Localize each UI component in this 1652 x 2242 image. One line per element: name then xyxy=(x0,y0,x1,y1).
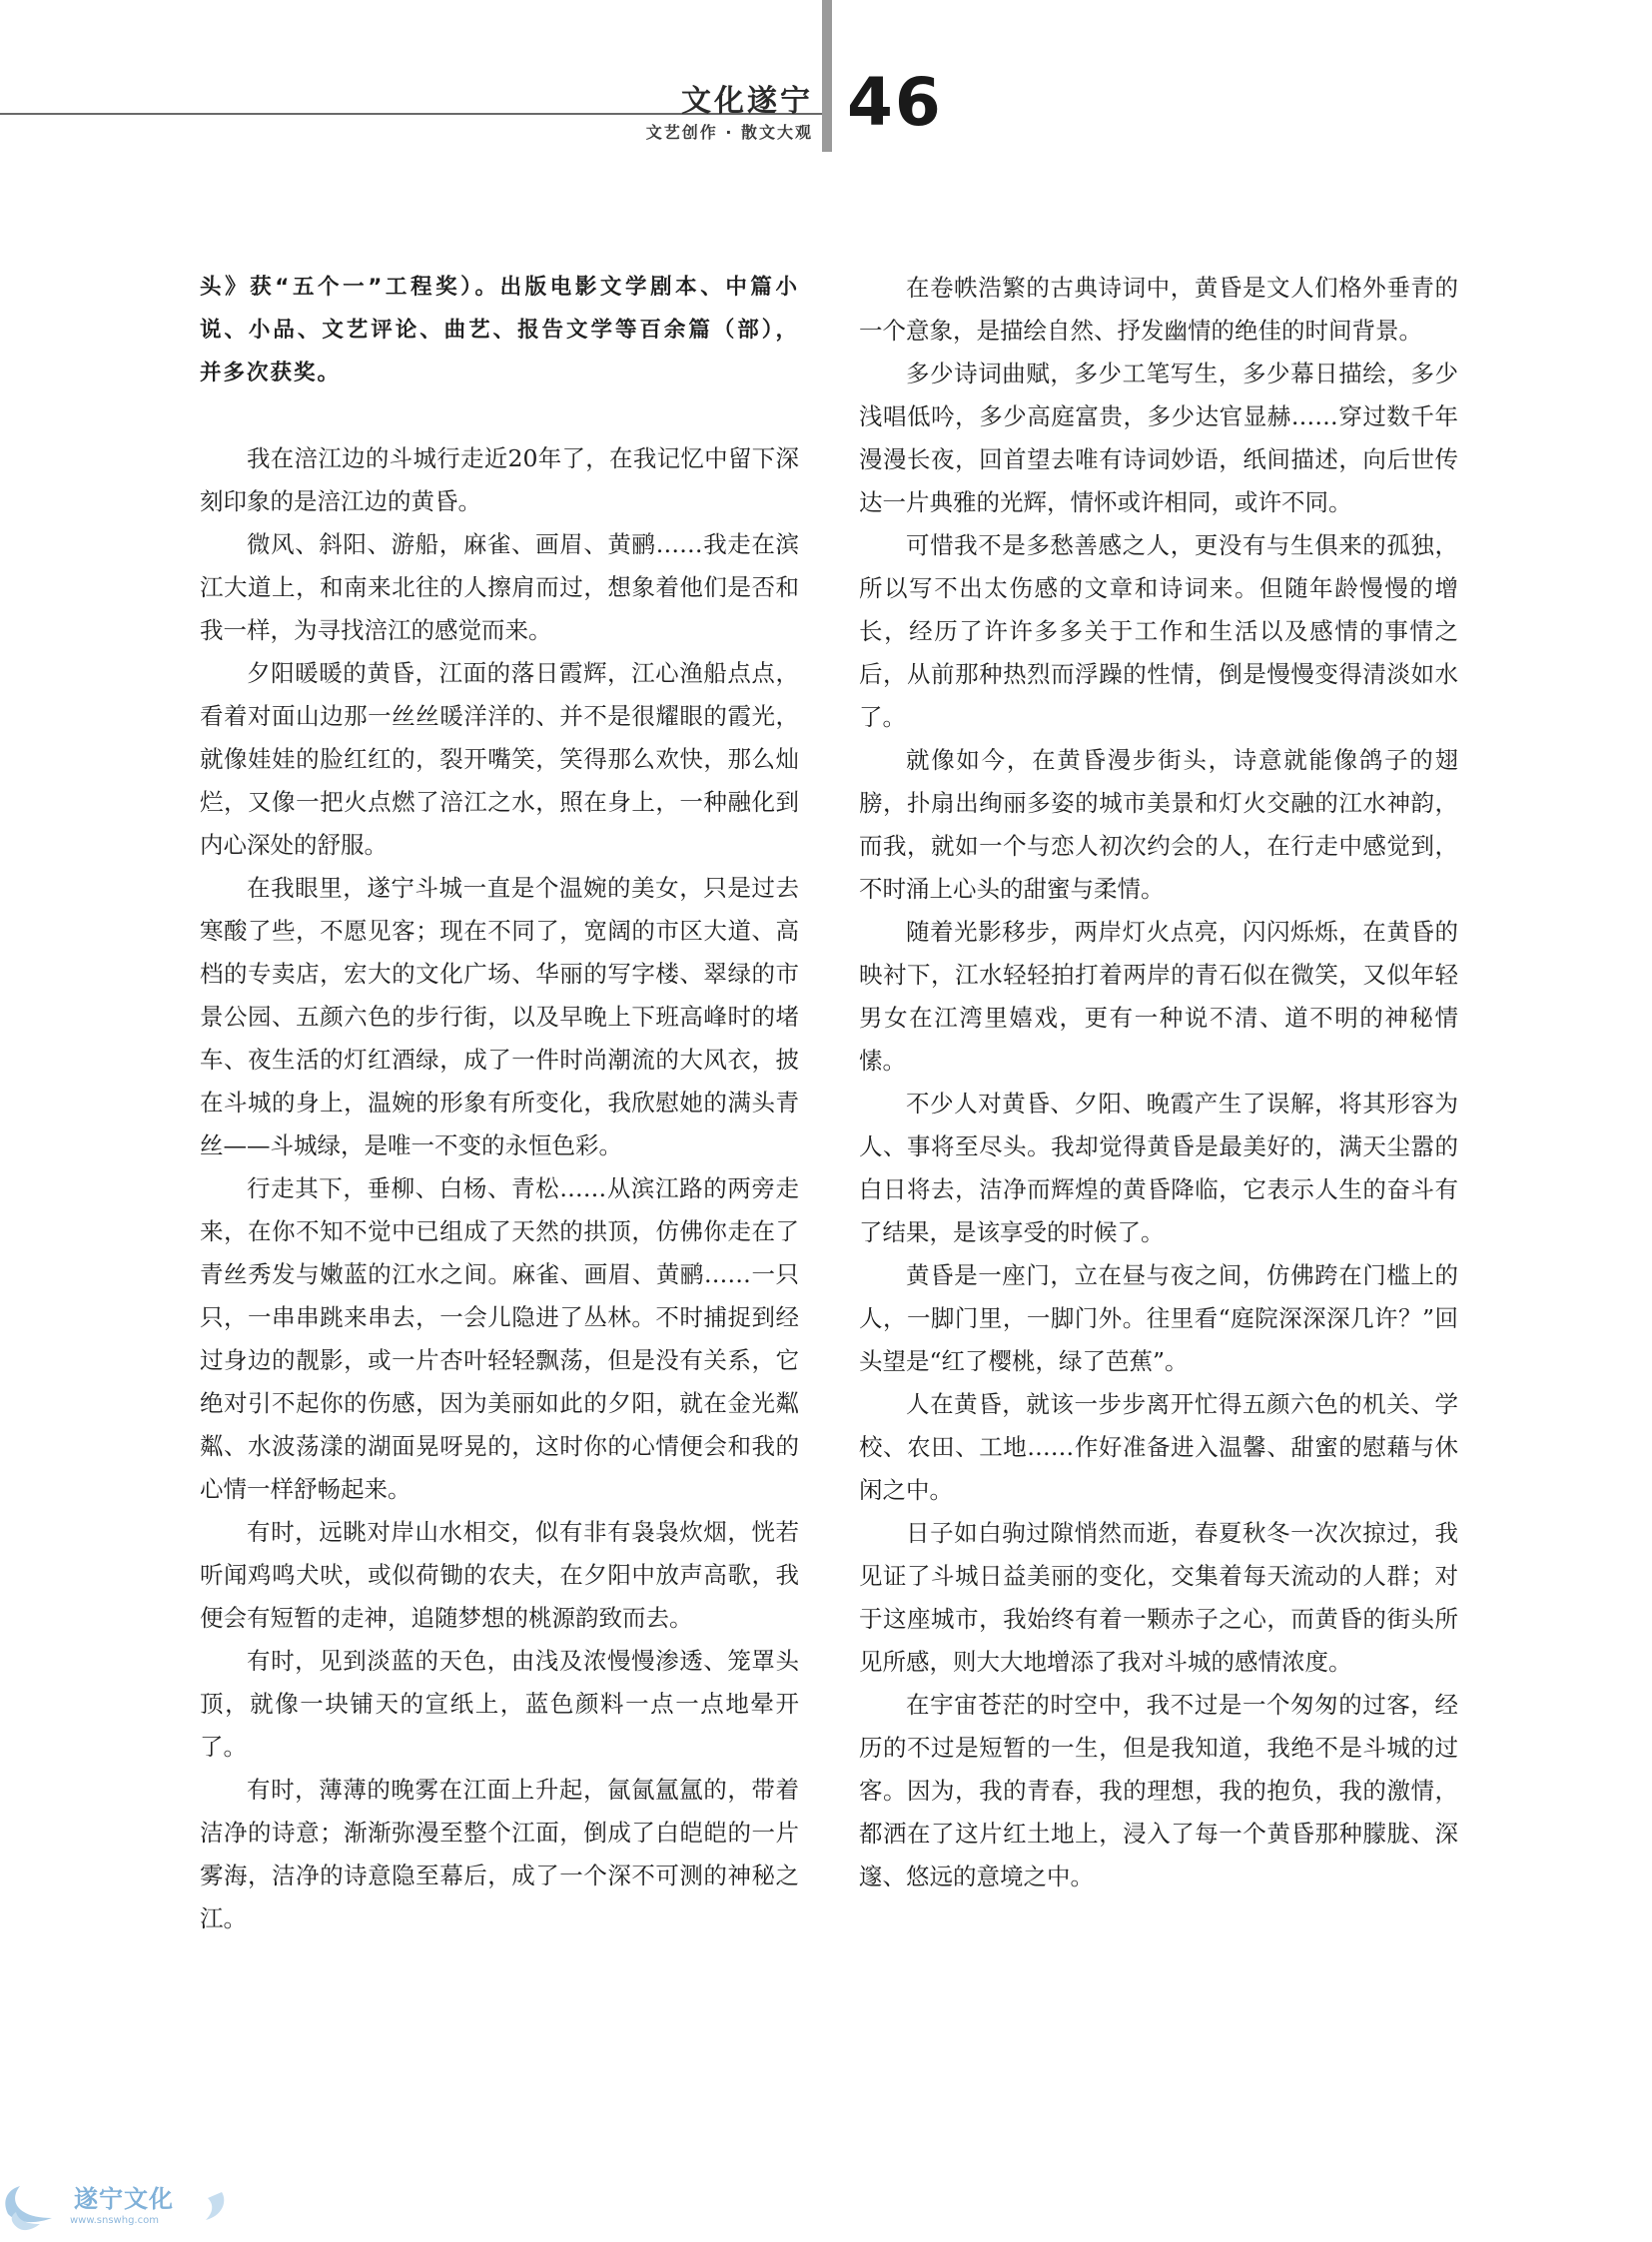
paragraph: 就像如今，在黄昏漫步街头，诗意就能像鸽子的翅膀，扑扇出绚丽多姿的城市美景和灯火交融的江水神韵，而我，就如一个与恋人初次约会的人，在行走中感觉到，不时涌上心头的甜蜜与柔情。 xyxy=(859,746,1458,903)
logo-title: 遂宁文化 xyxy=(74,2185,174,2213)
paragraph: 黄昏是一座门，立在昼与夜之间，仿佛跨在门槛上的人，一脚门里，一脚门外。往里看“庭院深深深几许？”回头望是“红了樱桃，绿了芭蕉”。 xyxy=(859,1261,1458,1375)
paragraph: 在宇宙苍茫的时空中，我不过是一个匆匆的过客，经历的不过是短暂的一生，但是我知道，我绝不是斗城的过客。因为，我的青春，我的理想，我的抱负，我的激情，都洒在了这片红土地上，浸入了每一个黄昏那种朦胧、深邃、悠远的意境之中。 xyxy=(859,1691,1458,1890)
paragraph: 有时，见到淡蓝的天色，由浅及浓慢慢渗透、笼罩头顶，就像一块铺天的宣纸上，蓝色颜料一点一点地晕开了。 xyxy=(200,1647,799,1761)
paragraph: 随着光影移步，两岸灯火点亮，闪闪烁烁，在黄昏的映衬下，江水轻轻拍打着两岸的青石似在微笑，又似年轻男女在江湾里嬉戏，更有一种说不清、道不明的神秘情愫。 xyxy=(859,918,1458,1075)
section-title: 文化遂宁 xyxy=(681,84,813,119)
paragraph: 有时，薄薄的晚雾在江面上升起，氤氤氲氲的，带着洁净的诗意；渐渐弥漫至整个江面，倒成了白皑皑的一片雾海，洁净的诗意隐至幕后，成了一个深不可测的神秘之江。 xyxy=(200,1776,799,1932)
paragraph: 人在黄昏，就该一步步离开忙得五颜六色的机关、学校、农田、工地……作好准备进入温馨、甜蜜的慰藉与休闲之中。 xyxy=(859,1390,1458,1504)
paragraph: 可惜我不是多愁善感之人，更没有与生俱来的孤独，所以写不出太伤感的文章和诗词来。但随年龄慢慢的增长，经历了许许多多关于工作和生活以及感情的事情之后，从前那种热烈而浮躁的性情，倒是慢慢变得清淡如水了。 xyxy=(859,531,1458,731)
paragraph: 在我眼里，遂宁斗城一直是个温婉的美女，只是过去寒酸了些，不愿见客；现在不同了，宽阔的市区大道、高档的专卖店，宏大的文化广场、华丽的写字楼、翠绿的市景公园、五颜六色的步行街，以及早晚上下班高峰时的堵车、夜生活的灯红酒绿，成了一件时尚潮流的大风衣，披在斗城的身上，温婉的形象有所变化，我欣慰她的满头青丝——斗城绿，是唯一不变的永恒色彩。 xyxy=(200,874,799,1159)
paragraph: 有时，远眺对岸山水相交，似有非有袅袅炊烟，恍若听闻鸡鸣犬吠，或似荷锄的农夫，在夕阳中放声高歌，我便会有短暂的走神，追随梦想的桃源韵致而去。 xyxy=(200,1518,799,1632)
paragraph: 微风、斜阳、游船，麻雀、画眉、黄鹂……我走在滨江大道上，和南来北往的人擦肩而过，想象着他们是否和我一样，为寻找涪江的感觉而来。 xyxy=(200,530,799,644)
header-divider-bar xyxy=(822,0,832,152)
paragraph: 行走其下，垂柳、白杨、青松……从滨江路的两旁走来，在你不知不觉中已组成了天然的拱顶，仿佛你走在了青丝秀发与嫩蓝的江水之间。麻雀、画眉、黄鹂……一只只，一串串跳来串去，一会儿隐进了丛林。不时捕捉到经过身边的靓影，或一片杏叶轻轻飘荡，但是没有关系，它绝对引不起你的伤感，因为美丽如此的夕阳，就在金光粼粼、水波荡漾的湖面晃呀晃的，这时你的心情便会和我的心情一样舒畅起来。 xyxy=(200,1174,799,1503)
paragraph: 夕阳暖暖的黄昏，江面的落日霞辉，江心渔船点点，看着对面山边那一丝丝暖洋洋的、并不是很耀眼的霞光，就像娃娃的脸红红的，裂开嘴笑，笑得那么欢快，那么灿烂，又像一把火点燃了涪江之水，照在身上，一种融化到内心深处的舒服。 xyxy=(200,659,799,859)
paragraph: 日子如白驹过隙悄然而逝，春夏秋冬一次次掠过，我见证了斗城日益美丽的变化，交集着每天流动的人群；对于这座城市，我始终有着一颗赤子之心，而黄昏的街头所见所感，则大大地增添了我对斗城的感情浓度。 xyxy=(859,1519,1458,1676)
section-subtitle: 文艺创作 · 散文大观 xyxy=(645,123,813,142)
paragraph: 不少人对黄昏、夕阳、晚霞产生了误解，将其形容为人、事将至尽头。我却觉得黄昏是最美好的，满天尘嚣的白日将去，洁净而辉煌的黄昏降临，它表示人生的奋斗有了结果，是该享受的时候了。 xyxy=(859,1090,1458,1246)
page-number: 46 xyxy=(847,64,943,141)
left-column xyxy=(200,266,799,1940)
logo-url: www.snswhg.com xyxy=(70,2215,159,2226)
paragraph: 我在涪江边的斗城行走近20年了，在我记忆中留下深刻印象的是涪江边的黄昏。 xyxy=(200,444,799,515)
paragraph: 在卷帙浩繁的古典诗词中，黄昏是文人们格外垂青的一个意象，是描绘自然、抒发幽情的绝佳的时间背景。 xyxy=(859,274,1458,345)
right-column xyxy=(859,267,1458,1898)
author-bio: 头》获“五个一”工程奖）。出版电影文学剧本、中篇小说、小品、文艺评论、曲艺、报告文学等百余篇（部），并多次获奖。 xyxy=(200,275,799,385)
paragraph: 多少诗词曲赋，多少工笔写生，多少幕日描绘，多少浅唱低吟，多少高庭富贵，多少达官显赫……穿过数千年漫漫长夜，回首望去唯有诗词妙语，纸间描述，向后世传达一片典雅的光辉，情怀或许相同，或许不同。 xyxy=(859,360,1458,516)
